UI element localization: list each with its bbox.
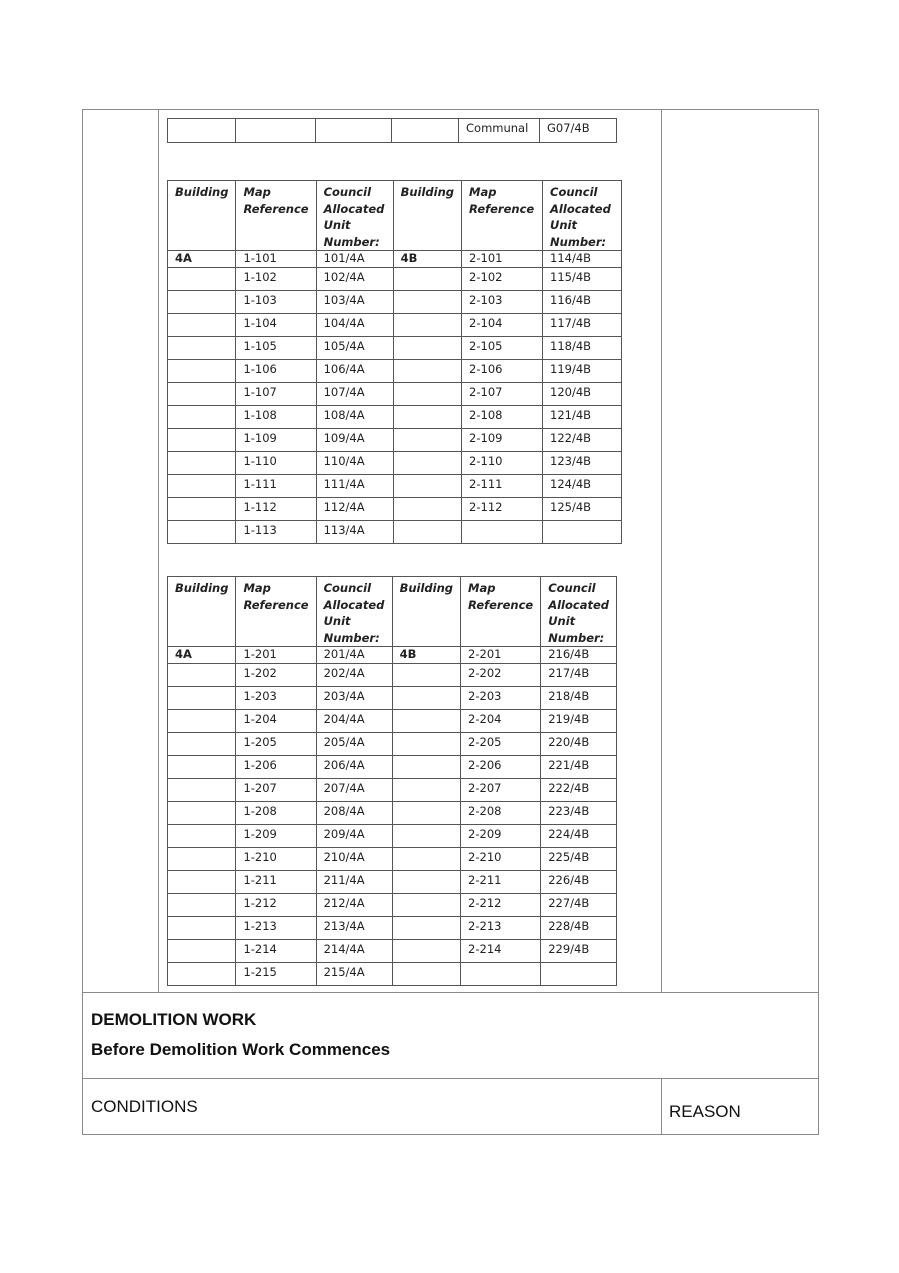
table-row	[168, 756, 617, 779]
table-cell	[392, 963, 460, 986]
table-cell: 225/4B	[541, 848, 617, 871]
table-cell: 113/4A	[316, 521, 393, 544]
table-cell: 119/4B	[543, 360, 622, 383]
table-cell: 221/4B	[541, 756, 617, 779]
table-cell: 1-101	[236, 251, 316, 268]
table-cell	[392, 894, 460, 917]
table-cell: 1-213	[236, 917, 316, 940]
table-cell	[462, 521, 543, 544]
table-cell: 2-206	[461, 756, 541, 779]
table-cell	[168, 917, 236, 940]
table-cell: 2-214	[461, 940, 541, 963]
table-cell	[393, 291, 461, 314]
table-cell: 201/4A	[316, 647, 392, 664]
table-row	[168, 802, 617, 825]
table-cell: 2-207	[461, 779, 541, 802]
section-divider-bottom	[82, 1078, 819, 1079]
table-cell	[393, 337, 461, 360]
column-header: Council Allocated Unit Number:	[541, 577, 617, 647]
table-cell: 1-202	[236, 664, 316, 687]
table-cell: 1-112	[236, 498, 316, 521]
table-cell: 2-105	[462, 337, 543, 360]
table-cell	[168, 521, 236, 544]
table-cell: 1-204	[236, 710, 316, 733]
column-header: Map Reference	[236, 181, 316, 251]
table-cell: 2-106	[462, 360, 543, 383]
table-cell: 4B	[393, 251, 461, 268]
table-cell: 1-103	[236, 291, 316, 314]
table-cell	[168, 825, 236, 848]
table-cell	[392, 802, 460, 825]
table-row	[168, 687, 617, 710]
table-cell: 204/4A	[316, 710, 392, 733]
table-cell: 2-210	[461, 848, 541, 871]
table-cell: 105/4A	[316, 337, 393, 360]
table-cell: 107/4A	[316, 383, 393, 406]
column-header: Building	[168, 181, 236, 251]
table-row	[168, 475, 622, 498]
table-cell: 2-109	[462, 429, 543, 452]
section-subheading: Before Demolition Work Commences	[91, 1040, 391, 1059]
table-cell: 223/4B	[541, 802, 617, 825]
table-cell: 2-108	[462, 406, 543, 429]
table-cell: 1-104	[236, 314, 316, 337]
table-cell: 104/4A	[316, 314, 393, 337]
table-cell: 209/4A	[316, 825, 392, 848]
table-cell: 1-107	[236, 383, 316, 406]
table-cell	[168, 871, 236, 894]
table-cell: 220/4B	[541, 733, 617, 756]
table-cell: 214/4A	[316, 940, 392, 963]
table-cell	[168, 894, 236, 917]
table-cell: 114/4B	[543, 251, 622, 268]
table-cell	[392, 710, 460, 733]
table-cell	[168, 848, 236, 871]
table-cell: 218/4B	[541, 687, 617, 710]
table-cell	[393, 268, 461, 291]
table-cell: 1-212	[236, 894, 316, 917]
table-cell: 120/4B	[543, 383, 622, 406]
table-cell: 1-210	[236, 848, 316, 871]
table-cell: 109/4A	[316, 429, 393, 452]
column-header: Map Reference	[461, 577, 541, 647]
section-heading: DEMOLITION WORK	[91, 1010, 257, 1029]
table-cell: 1-209	[236, 825, 316, 848]
table-cell	[168, 314, 236, 337]
reason-label: REASON	[669, 1102, 741, 1121]
table-cell: 116/4B	[543, 291, 622, 314]
table-cell: 2-209	[461, 825, 541, 848]
column-header: Building	[168, 577, 236, 647]
table-cell: 2-212	[461, 894, 541, 917]
table-cell: 122/4B	[543, 429, 622, 452]
table-row	[168, 452, 622, 475]
table-cell: 205/4A	[316, 733, 392, 756]
table-cell	[168, 963, 236, 986]
table-cell	[168, 710, 236, 733]
table-row	[168, 664, 617, 687]
table-cell: 229/4B	[541, 940, 617, 963]
table-row	[168, 940, 617, 963]
table-row	[168, 360, 622, 383]
table-row	[168, 825, 617, 848]
table-row	[168, 733, 617, 756]
table-row	[168, 383, 622, 406]
table-cell: 1-105	[236, 337, 316, 360]
table-cell: 1-113	[236, 521, 316, 544]
table-cell: 1-106	[236, 360, 316, 383]
table-cell	[393, 429, 461, 452]
left-column-divider	[158, 109, 159, 992]
table-cell	[393, 383, 461, 406]
table-cell	[168, 429, 236, 452]
table-cell: 215/4A	[316, 963, 392, 986]
table-cell	[168, 383, 236, 406]
section-divider-top	[82, 992, 819, 993]
table-cell: 216/4B	[541, 647, 617, 664]
table-cell	[541, 963, 617, 986]
table-row	[168, 871, 617, 894]
table-cell: 2-202	[461, 664, 541, 687]
table-cell: 110/4A	[316, 452, 393, 475]
column-header: Map Reference	[236, 577, 316, 647]
table-cell: 2-205	[461, 733, 541, 756]
table-row	[168, 429, 622, 452]
table-cell	[393, 475, 461, 498]
table-cell	[392, 825, 460, 848]
table-row	[168, 710, 617, 733]
table-cell: 1-109	[236, 429, 316, 452]
table-cell: 1-102	[236, 268, 316, 291]
table-cell: 2-204	[461, 710, 541, 733]
right-column-divider	[661, 109, 662, 992]
table-cell	[168, 940, 236, 963]
table-cell	[168, 498, 236, 521]
table-cell	[392, 687, 460, 710]
table-cell	[168, 802, 236, 825]
reason-column-divider	[661, 1078, 662, 1135]
table-cell	[392, 871, 460, 894]
table-cell: 202/4A	[316, 664, 392, 687]
table-cell: 123/4B	[543, 452, 622, 475]
table-cell	[393, 498, 461, 521]
table-cell: 1-201	[236, 647, 316, 664]
table-row	[168, 917, 617, 940]
table-cell: 118/4B	[543, 337, 622, 360]
table-cell	[461, 963, 541, 986]
table-row	[168, 291, 622, 314]
table-cell	[392, 848, 460, 871]
table-cell: 2-107	[462, 383, 543, 406]
table-cell	[393, 360, 461, 383]
table-cell: 111/4A	[316, 475, 393, 498]
table-cell: 210/4A	[316, 848, 392, 871]
table-cell: 207/4A	[316, 779, 392, 802]
table-cell: 2-101	[462, 251, 543, 268]
table-cell: 121/4B	[543, 406, 622, 429]
column-header: Council Allocated Unit Number:	[316, 181, 393, 251]
table-cell: G07/4B	[540, 119, 617, 143]
table-cell	[236, 119, 316, 143]
table-cell	[168, 452, 236, 475]
table-cell: 211/4A	[316, 871, 392, 894]
table-cell: 2-112	[462, 498, 543, 521]
table-cell: 1-206	[236, 756, 316, 779]
table-cell: 4A	[168, 647, 236, 664]
table-cell	[168, 687, 236, 710]
table-cell: 1-205	[236, 733, 316, 756]
column-header: Map Reference	[462, 181, 543, 251]
table-cell	[393, 452, 461, 475]
table-cell: 208/4A	[316, 802, 392, 825]
table-cell: 228/4B	[541, 917, 617, 940]
table-row	[168, 894, 617, 917]
table-row	[168, 406, 622, 429]
table-cell: 226/4B	[541, 871, 617, 894]
table-cell: 2-213	[461, 917, 541, 940]
table-cell	[393, 521, 461, 544]
table-cell	[168, 119, 236, 143]
table-cell: 222/4B	[541, 779, 617, 802]
table-cell	[168, 664, 236, 687]
table-cell: 219/4B	[541, 710, 617, 733]
table-row	[168, 647, 617, 664]
table-cell	[543, 521, 622, 544]
table-cell	[393, 314, 461, 337]
table-cell: 2-110	[462, 452, 543, 475]
table-cell: 101/4A	[316, 251, 393, 268]
table-cell: 1-208	[236, 802, 316, 825]
table-cell: 106/4A	[316, 360, 393, 383]
table-row	[168, 779, 617, 802]
table-cell	[316, 119, 392, 143]
table-cell: 1-203	[236, 687, 316, 710]
table-cell	[168, 406, 236, 429]
table-cell: 213/4A	[316, 917, 392, 940]
level-1-unit-table	[167, 180, 622, 544]
table-cell: 227/4B	[541, 894, 617, 917]
table-row	[168, 498, 622, 521]
table-cell: 2-203	[461, 687, 541, 710]
table-cell: 102/4A	[316, 268, 393, 291]
table-cell: 1-108	[236, 406, 316, 429]
conditions-label: CONDITIONS	[91, 1097, 198, 1116]
table-cell	[168, 268, 236, 291]
table-cell: 224/4B	[541, 825, 617, 848]
table-cell: 1-211	[236, 871, 316, 894]
table-cell	[392, 940, 460, 963]
table-cell: 115/4B	[543, 268, 622, 291]
table-cell: 125/4B	[543, 498, 622, 521]
column-header: Council Allocated Unit Number:	[316, 577, 392, 647]
table-row	[168, 251, 622, 268]
table-cell: 2-211	[461, 871, 541, 894]
table-cell: 103/4A	[316, 291, 393, 314]
table-row	[168, 521, 622, 544]
table-row	[168, 337, 622, 360]
table-cell	[168, 291, 236, 314]
column-header: Building	[392, 577, 460, 647]
table-cell: 1-214	[236, 940, 316, 963]
table-cell	[392, 119, 459, 143]
table-cell: 212/4A	[316, 894, 392, 917]
column-header: Council Allocated Unit Number:	[543, 181, 622, 251]
table-cell: 112/4A	[316, 498, 393, 521]
table-cell	[392, 756, 460, 779]
table-cell	[168, 337, 236, 360]
table-cell	[393, 406, 461, 429]
table-cell	[392, 779, 460, 802]
table-cell	[168, 756, 236, 779]
table-cell: 217/4B	[541, 664, 617, 687]
table-cell: 1-110	[236, 452, 316, 475]
table-cell	[168, 360, 236, 383]
table-cell: 206/4A	[316, 756, 392, 779]
table-cell: 2-102	[462, 268, 543, 291]
table-cell: 1-215	[236, 963, 316, 986]
table-row	[168, 314, 622, 337]
table-cell	[392, 733, 460, 756]
table-cell: 2-104	[462, 314, 543, 337]
table-row	[168, 963, 617, 986]
table-row	[168, 848, 617, 871]
table-cell: 4B	[392, 647, 460, 664]
table-cell: 124/4B	[543, 475, 622, 498]
table-row	[168, 268, 622, 291]
table-cell: 2-201	[461, 647, 541, 664]
table-cell: 203/4A	[316, 687, 392, 710]
table-cell	[168, 733, 236, 756]
communal-row-table	[167, 118, 617, 143]
table-cell: 1-207	[236, 779, 316, 802]
table-cell: 117/4B	[543, 314, 622, 337]
table-cell	[168, 779, 236, 802]
table-cell: 1-111	[236, 475, 316, 498]
table-cell	[392, 664, 460, 687]
table-cell: Communal	[459, 119, 540, 143]
table-cell	[392, 917, 460, 940]
column-header: Building	[393, 181, 461, 251]
table-cell: 2-103	[462, 291, 543, 314]
level-2-unit-table	[167, 576, 617, 986]
table-cell: 2-111	[462, 475, 543, 498]
table-cell: 108/4A	[316, 406, 393, 429]
table-cell	[168, 475, 236, 498]
table-cell: 2-208	[461, 802, 541, 825]
table-cell: 4A	[168, 251, 236, 268]
